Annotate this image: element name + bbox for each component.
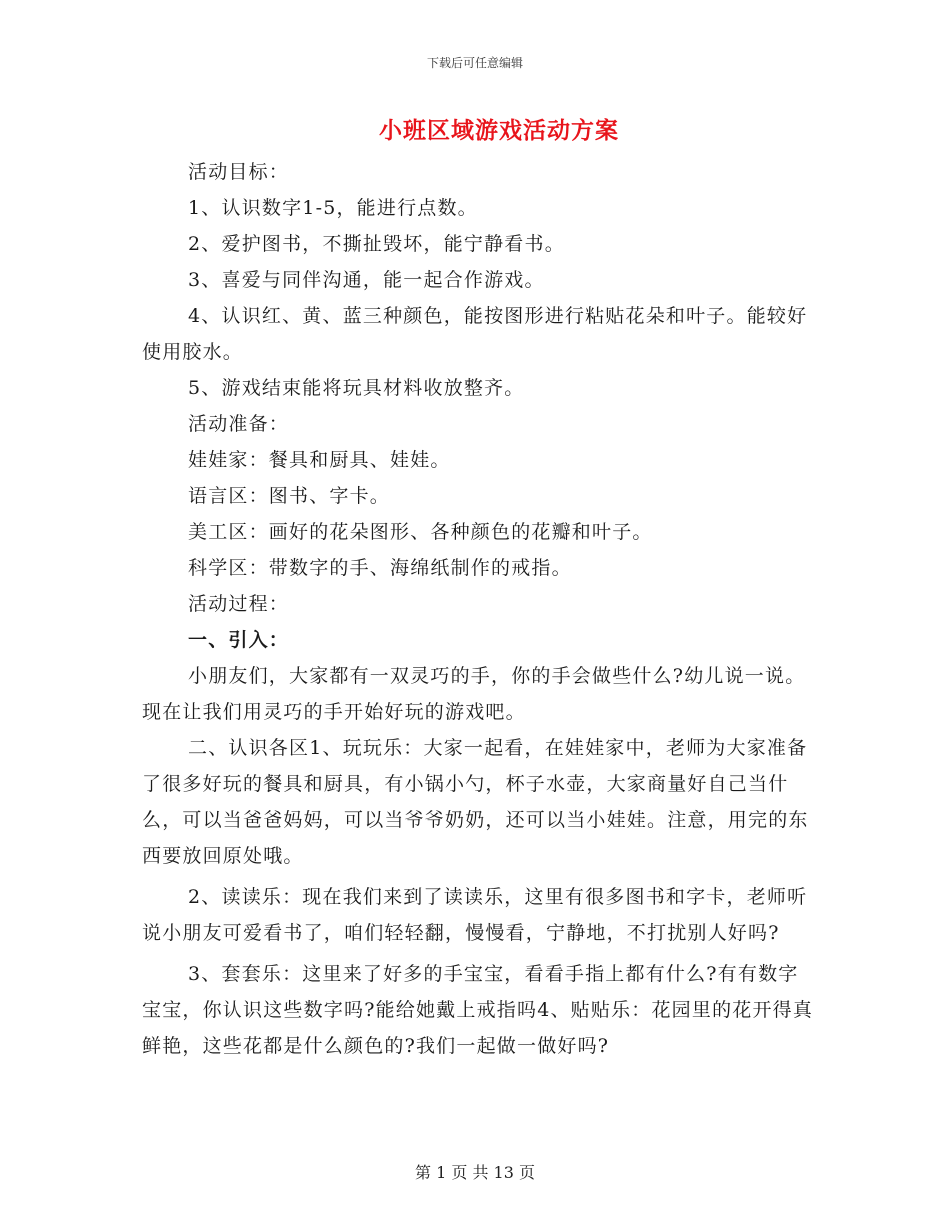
preparation-item: 美工区：画好的花朵图形、各种颜色的花瓣和叶子。 (188, 521, 653, 543)
goal-item: 5、游戏结束能将玩具材料收放整齐。 (188, 377, 525, 399)
preparation-item: 语言区：图书、字卡。 (188, 485, 391, 507)
document-title: 小班区域游戏活动方案 (379, 117, 619, 144)
goal-item: 3、喜爱与同伴沟通，能一起合作游戏。 (188, 269, 545, 291)
goal-item: 1、认识数字1-5，能进行点数。 (188, 197, 478, 219)
header-note: 下载后可任意编辑 (426, 56, 523, 70)
process-paragraph: 2、读读乐：现在我们来到了读读乐，这里有很多图书和字卡，老师听说小朋友可爱看书了，咱们轻轻翻，慢慢看，宁静地，不打扰别人好吗? (142, 886, 808, 944)
subheading-intro: 一、引入： (188, 629, 290, 651)
section-heading-preparation: 活动准备： (188, 413, 290, 435)
process-paragraph: 二、认识各区1、玩玩乐：大家一起看，在娃娃家中，老师为大家准备了很多好玩的餐具和厨具，有小锅小勺，杯子水壶，大家商量好自己当什么，可以当爸爸妈妈，可以当爷爷奶奶，还可以当小娃娃。注意，用完的东西要放回原处哦。 (142, 737, 809, 867)
section-heading-goals: 活动目标： (188, 161, 290, 183)
page-number: 第 1 页 共 13 页 (415, 1163, 535, 1182)
process-paragraph: 3、套套乐：这里来了好多的手宝宝，看看手指上都有什么?有有数字宝宝，你认识这些数字吗?能给她戴上戒指吗4、贴贴乐：花园里的花开得真鲜艳，这些花都是什么颜色的?我们一起做一做好吗? (142, 963, 814, 1057)
document-body (142, 154, 814, 1064)
goal-item: 2、爱护图书，不撕扯毁坏，能宁静看书。 (188, 233, 565, 255)
preparation-item: 科学区：带数字的手、海绵纸制作的戒指。 (188, 557, 572, 579)
process-paragraph: 小朋友们，大家都有一双灵巧的手，你的手会做些什么?幼儿说一说。现在让我们用灵巧的手开始好玩的游戏吧。 (142, 665, 806, 723)
goal-item: 4、认识红、黄、蓝三种颜色，能按图形进行粘贴花朵和叶子。能较好使用胶水。 (142, 305, 808, 363)
preparation-item: 娃娃家：餐具和厨具、娃娃。 (188, 449, 451, 471)
section-heading-process: 活动过程： (188, 593, 290, 615)
